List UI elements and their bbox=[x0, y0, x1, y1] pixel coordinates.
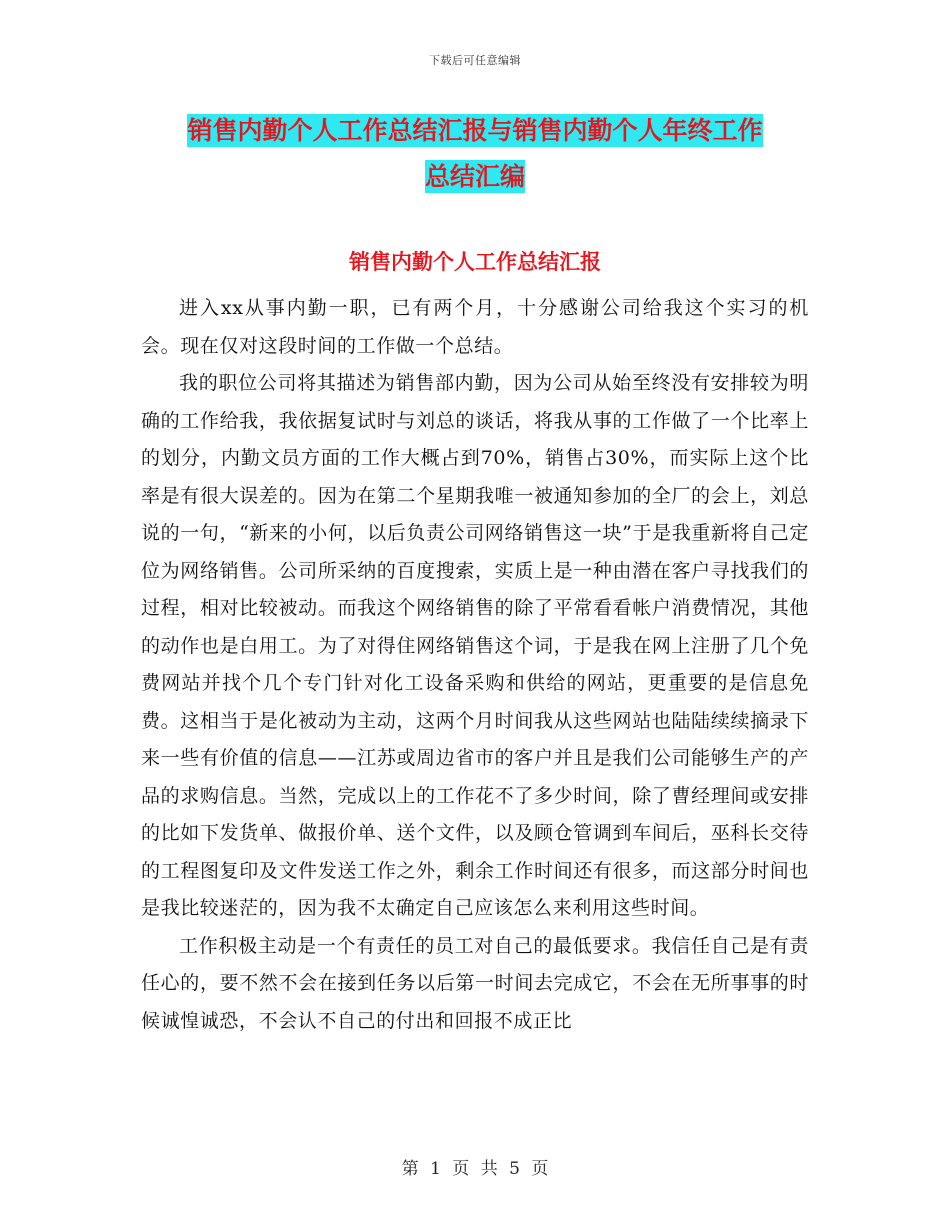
page-footer: 第 1 页 共 5 页 bbox=[401, 1159, 549, 1179]
title-line-2: 总结汇编 bbox=[424, 162, 525, 191]
paragraph: 进入xx从事内勤一职，已有两个月，十分感谢公司给我这个实习的机会。现在仅对这段时间的工作做一个总结。 bbox=[141, 297, 809, 357]
header-note: 下载后可任意编辑 bbox=[429, 54, 521, 67]
title-line-1: 销售内勤个人工作总结汇报与销售内勤个人年终工作 bbox=[187, 116, 763, 145]
body-text bbox=[141, 290, 809, 1040]
document-title bbox=[140, 108, 810, 200]
section-title: 销售内勤个人工作总结汇报 bbox=[349, 249, 601, 274]
paragraph: 工作积极主动是一个有责任的员工对自己的最低要求。我信任自己是有责任心的，要不然不会在接到任务以后第一时间去完成它，不会在无所事事的时候诚惶诚恐，不会认不自己的付出和回报不成正比 bbox=[141, 934, 809, 1032]
paragraph: 我的职位公司将其描述为销售部内勤，因为公司从始至终没有安排较为明确的工作给我，我依据复试时与刘总的谈话，将我从事的工作做了一个比率上的划分，内勤文员方面的工作大概占到70%，销售占30%，而实际上这个比率是有很大误差的。因为在第二个星期我唯一被通知参加的全厂的会上，刘总说的一句，“新来的小何，以后负责公司网络销售这一块”于是我重新将自己定位为网络销售。公司所采纳的百度搜索，实质上是一种由潜在客户寻找我们的过程，相对比较被动。而我这个网络销售的除了平常看看帐户消费情况，其他的动作也是白用工。为了对得住网络销售这个词，于是我在网上注册了几个免费网站并找个几个专门针对化工设备采购和供给的网站，更重要的是信息免费。这相当于是化被动为主动，这两个月时间我从这些网站也陆陆续续摘录下来一些有价值的信息——江苏或周边省市的客户并且是我们公司能够生产的产品的求购信息。当然，完成以上的工作花不了多少时间，除了曹经理间或安排的比如下发货单、做报价单、送个文件，以及顾仓管调到车间后，巫科长交待的工程图复印及文件发送工作之外，剩余工作时间还有很多，而这部分时间也是我比较迷茫的，因为我不太确定自己应该怎么来利用这些时间。 bbox=[141, 372, 809, 919]
